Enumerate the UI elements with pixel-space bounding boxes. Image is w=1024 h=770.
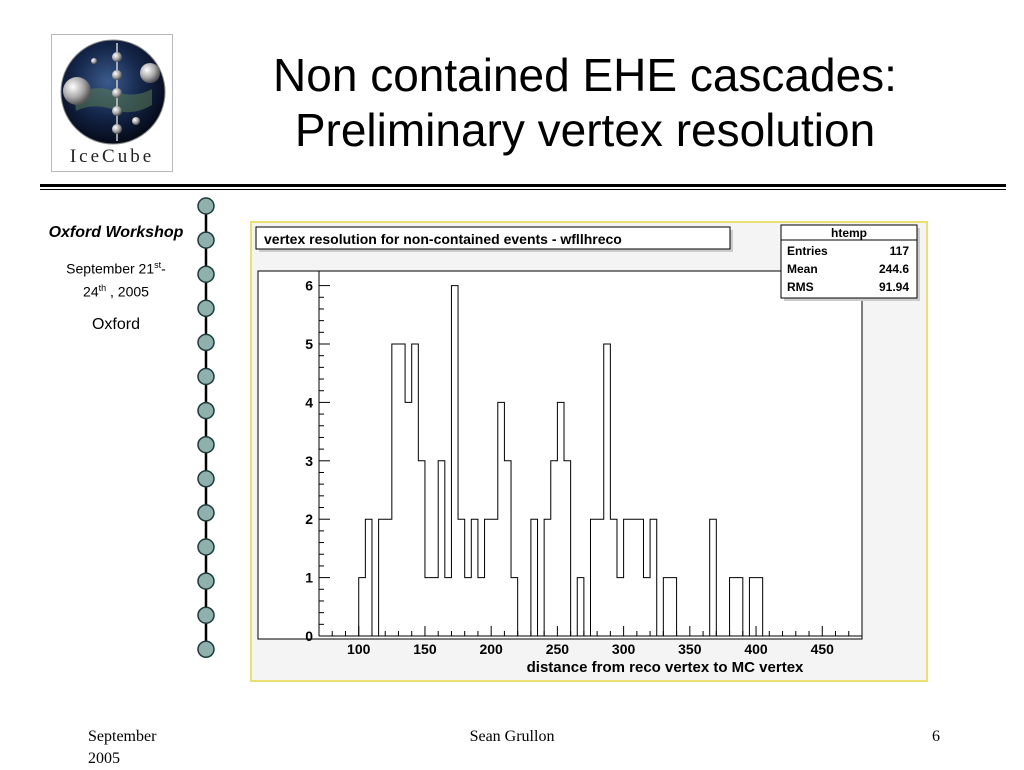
title-rule-thin [40,189,1006,190]
x-tick-label: 250 [545,641,570,657]
date-sup-1: st [154,260,162,270]
stats-value: 91.94 [878,280,909,294]
x-axis-label: distance from reco vertex to MC vertex [526,659,804,676]
date-text-2: - [161,260,166,277]
title-line-1: Non contained EHE cascades: [273,49,897,101]
sidebar-date [48,256,184,301]
icecube-logo-graphic [52,35,174,147]
y-tick-label: 4 [305,394,313,411]
date-sup-2: th [98,282,107,293]
string-bead [198,573,214,589]
stats-value: 117 [889,244,909,258]
y-tick-label: 0 [305,628,313,644]
title-rule-thick [40,184,1006,187]
histogram-panel [250,221,928,682]
string-graphic [194,195,218,661]
icecube-logo [51,34,173,172]
sidebar-place: Oxford [91,316,140,334]
footer-author: Sean Grullon [469,728,555,745]
date-text-3: 24 [83,283,99,300]
string-bead [198,266,214,282]
string-bead [198,471,214,487]
string-bead [198,369,214,385]
plot-area [258,271,862,639]
string-bead [198,403,214,419]
x-tick-label: 400 [744,641,768,657]
string-bead [198,539,214,555]
string-bead [198,607,214,623]
y-tick-label: 6 [305,277,313,294]
logo-text: IceCube [69,146,155,167]
date-text-1: September 21 [66,260,155,277]
string-bead [198,300,214,316]
x-tick-label: 200 [479,641,503,657]
stats-label: Mean [787,262,818,276]
footer-page-number: 6 [932,728,940,745]
string-bead [198,334,214,350]
decorative-string [194,195,218,666]
x-tick-label: 100 [347,641,371,657]
stats-label: Entries [787,244,828,258]
string-bead [198,198,214,214]
y-tick-label: 5 [305,336,313,352]
string-bead [198,232,214,248]
stats-label: RMS [787,280,814,294]
x-tick-label: 300 [611,641,636,657]
histogram-chart [252,223,926,680]
stats-name: htemp [831,226,867,240]
sidebar-event: Oxford Workshop [48,224,184,241]
y-tick-label: 2 [305,511,313,528]
stats-value: 244.6 [878,262,909,276]
footer-date: September 2005 [88,728,157,767]
y-tick-label: 1 [305,569,313,586]
sidebar [48,222,184,334]
x-tick-label: 350 [678,641,702,657]
x-tick-label: 450 [810,641,834,657]
slide-title [200,48,970,158]
string-bead [198,505,214,521]
x-tick-label: 150 [413,641,437,657]
chart-title: vertex resolution for non-contained events - wfllhreco [264,231,622,247]
title-line-2: Preliminary vertex resolution [294,104,876,156]
string-bead [198,641,214,657]
date-text-4: , 2005 [106,283,149,300]
y-tick-label: 3 [305,452,313,469]
string-bead [198,437,214,453]
